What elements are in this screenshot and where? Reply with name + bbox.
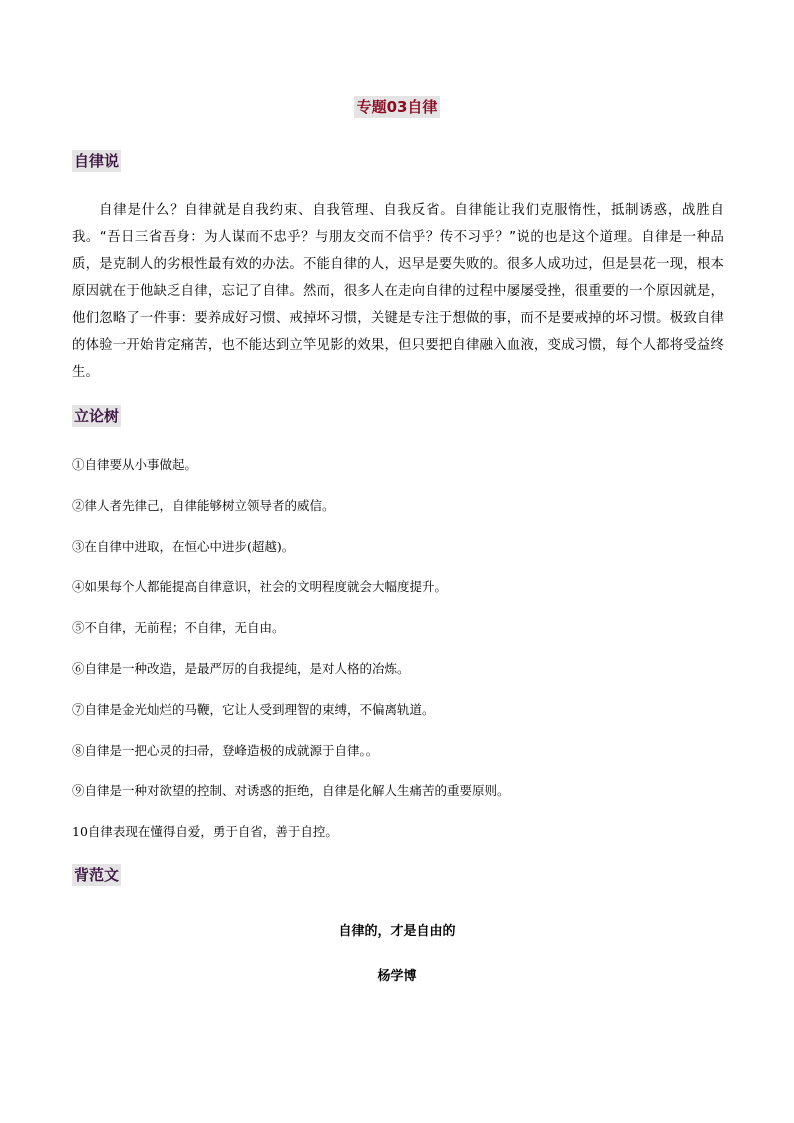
essay-author: 杨学博 bbox=[377, 969, 417, 984]
thesis-item: ⑦自律是金光灿烂的马鞭，它让人受到理智的束缚，不偏离轨道。 bbox=[72, 701, 435, 717]
title-wrap bbox=[0, 96, 794, 118]
thesis-item: ⑨自律是一种对欲望的控制、对诱惑的拒绝，自律是化解人生痛苦的重要原则。 bbox=[72, 783, 510, 799]
thesis-item: ②律人者先律己，自律能够树立领导者的威信。 bbox=[72, 497, 335, 513]
thesis-item: ⑧自律是一把心灵的扫帚，登峰造极的成就源于自律。。 bbox=[72, 742, 379, 758]
thesis-item: ⑤不自律，无前程；不自律，无自由。 bbox=[72, 620, 285, 636]
page-title: 专题03自律 bbox=[354, 96, 441, 118]
section-heading-intro: 自律说 bbox=[74, 152, 120, 170]
thesis-item: ③在自律中进取，在恒心中进步(超越)。 bbox=[72, 538, 295, 554]
section-heading-thesis: 立论树 bbox=[74, 407, 120, 425]
thesis-list bbox=[72, 454, 510, 862]
essay-title: 自律的，才是自由的 bbox=[338, 924, 456, 939]
intro-paragraph: 自律是什么？自律就是自我约束、自我管理、自我反省。自律能让我们克服惰性，抵制诱惑，战胜自我。“吾日三省吾身：为人谋而不忠乎？与朋友交而不信乎？传不习乎？”说的也是这个道理。自律是一种品质，是克制人的劣根性最有效的办法。不能自律的人，迟早是要失败的。很多人成功过，但是昙花一现，根本原因就在于他缺乏自律，忘记了自律。然而，很多人在走向自律的过程中屡屡受挫，很重要的一个原因就是，他们忽略了一件事：要养成好习惯、戒掉坏习惯，关键是专注于想做的事，而不是要戒掉的坏习惯。极致自律的体验一开始肯定痛苦，也不能达到立竿见影的效果，但只要把自律融入血液，变成习惯，每个人都将受益终生。 bbox=[72, 203, 724, 380]
section-heading-essay: 背范文 bbox=[74, 866, 120, 884]
thesis-item: ④如果每个人都能提高自律意识，社会的文明程度就会大幅度提升。 bbox=[72, 579, 448, 595]
thesis-item: ⑥自律是一种改造，是最严厉的自我提纯，是对人格的冶炼。 bbox=[72, 660, 410, 676]
thesis-item: 10自律表现在懂得自爱，勇于自省，善于自控。 bbox=[72, 824, 338, 840]
thesis-item: ①自律要从小事做起。 bbox=[72, 457, 198, 472]
